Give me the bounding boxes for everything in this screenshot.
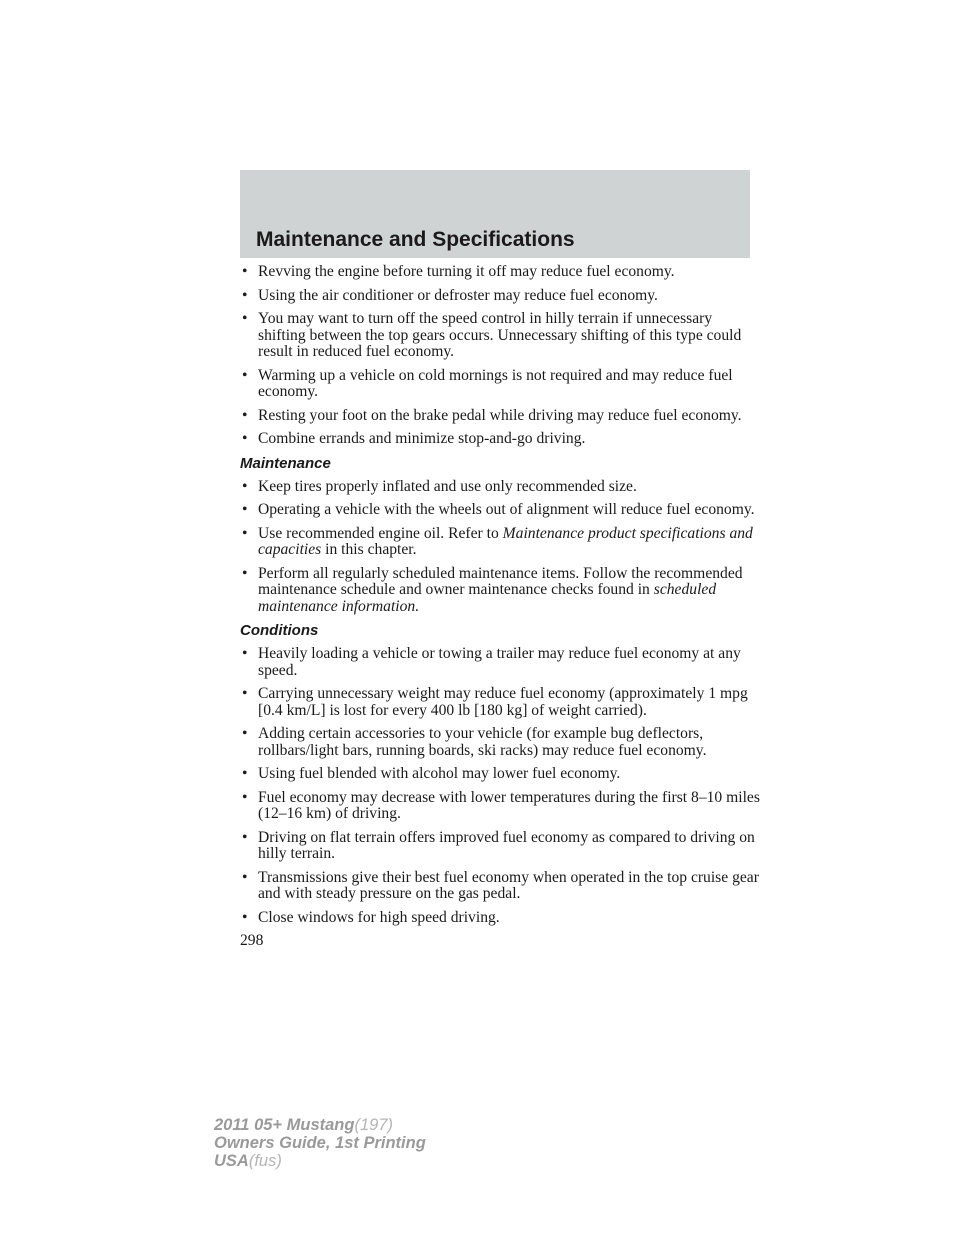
maintenance-heading: Maintenance (240, 454, 331, 472)
footer-line (214, 1152, 426, 1170)
conditions-heading: Conditions (240, 622, 319, 639)
cross-reference-link[interactable]: Maintenance product specifications and capacities (258, 524, 753, 558)
footer-market-code: (fus) (248, 1152, 282, 1170)
maintenance-list (240, 479, 760, 616)
footer-code: (197) (354, 1116, 393, 1134)
print-footer (214, 1116, 426, 1170)
section-title: Maintenance and Specifications (256, 228, 575, 251)
footer-edition: Owners Guide, 1st Printing (214, 1134, 426, 1152)
list-item: • Fuel economy may decrease with lower temperatures during the first 8–10 miles (12–16 km) of driving. (240, 790, 760, 823)
list-item: • Using fuel blended with alcohol may lower fuel economy. (240, 766, 760, 783)
list-item: • Combine errands and minimize stop-and-go driving. (240, 431, 760, 448)
list-item (240, 566, 760, 616)
list-item-text: Use recommended engine oil. Refer to (258, 524, 499, 542)
list-item: • You may want to turn off the speed control in hilly terrain if unnecessary shifting between the top gears occurs. Unnecessary shifting of this type could result in reduced fuel economy. (240, 311, 760, 361)
list-item: • Transmissions give their best fuel economy when operated in the top cruise gear and with steady pressure on the gas pedal. (240, 870, 760, 903)
list-item: • Adding certain accessories to your vehicle (for example bug deflectors, rollbars/light bars, running boards, ski racks) may reduce fuel economy. (240, 726, 760, 759)
list-item-text: Perform all regularly scheduled maintenance items. Follow the recommended maintenance schedule and owner maintenance checks found in (258, 564, 743, 598)
list-item: • Warming up a vehicle on cold mornings is not required and may reduce fuel economy. (240, 368, 760, 401)
page-content (240, 264, 760, 949)
list-item: • Carrying unnecessary weight may reduce fuel economy (approximately 1 mpg [0.4 km/L] is lost for every 400 lb [180 kg] of weight carried). (240, 686, 760, 719)
list-item-text: in this chapter. (325, 541, 417, 558)
page-number: 298 (240, 932, 264, 949)
footer-model: 2011 05+ Mustang (214, 1116, 355, 1134)
list-item: • Close windows for high speed driving. (240, 910, 760, 927)
list-item: • Using the air conditioner or defroster may reduce fuel economy. (240, 288, 760, 305)
footer-market: USA (214, 1152, 249, 1170)
footer-line (214, 1116, 426, 1134)
list-item (240, 526, 760, 559)
fuel-tips-list (240, 264, 760, 448)
list-item: • Keep tires properly inflated and use only recommended size. (240, 479, 760, 496)
section-header-band (240, 170, 750, 258)
list-item: • Heavily loading a vehicle or towing a trailer may reduce fuel economy at any speed. (240, 646, 760, 679)
list-item: • Revving the engine before turning it off may reduce fuel economy. (240, 264, 760, 281)
cross-reference-link[interactable]: scheduled maintenance information. (258, 581, 717, 615)
list-item: • Driving on flat terrain offers improved fuel economy as compared to driving on hilly terrain. (240, 830, 760, 863)
conditions-list (240, 646, 760, 926)
list-item: • Operating a vehicle with the wheels out of alignment will reduce fuel economy. (240, 502, 760, 519)
list-item: • Resting your foot on the brake pedal while driving may reduce fuel economy. (240, 408, 760, 425)
